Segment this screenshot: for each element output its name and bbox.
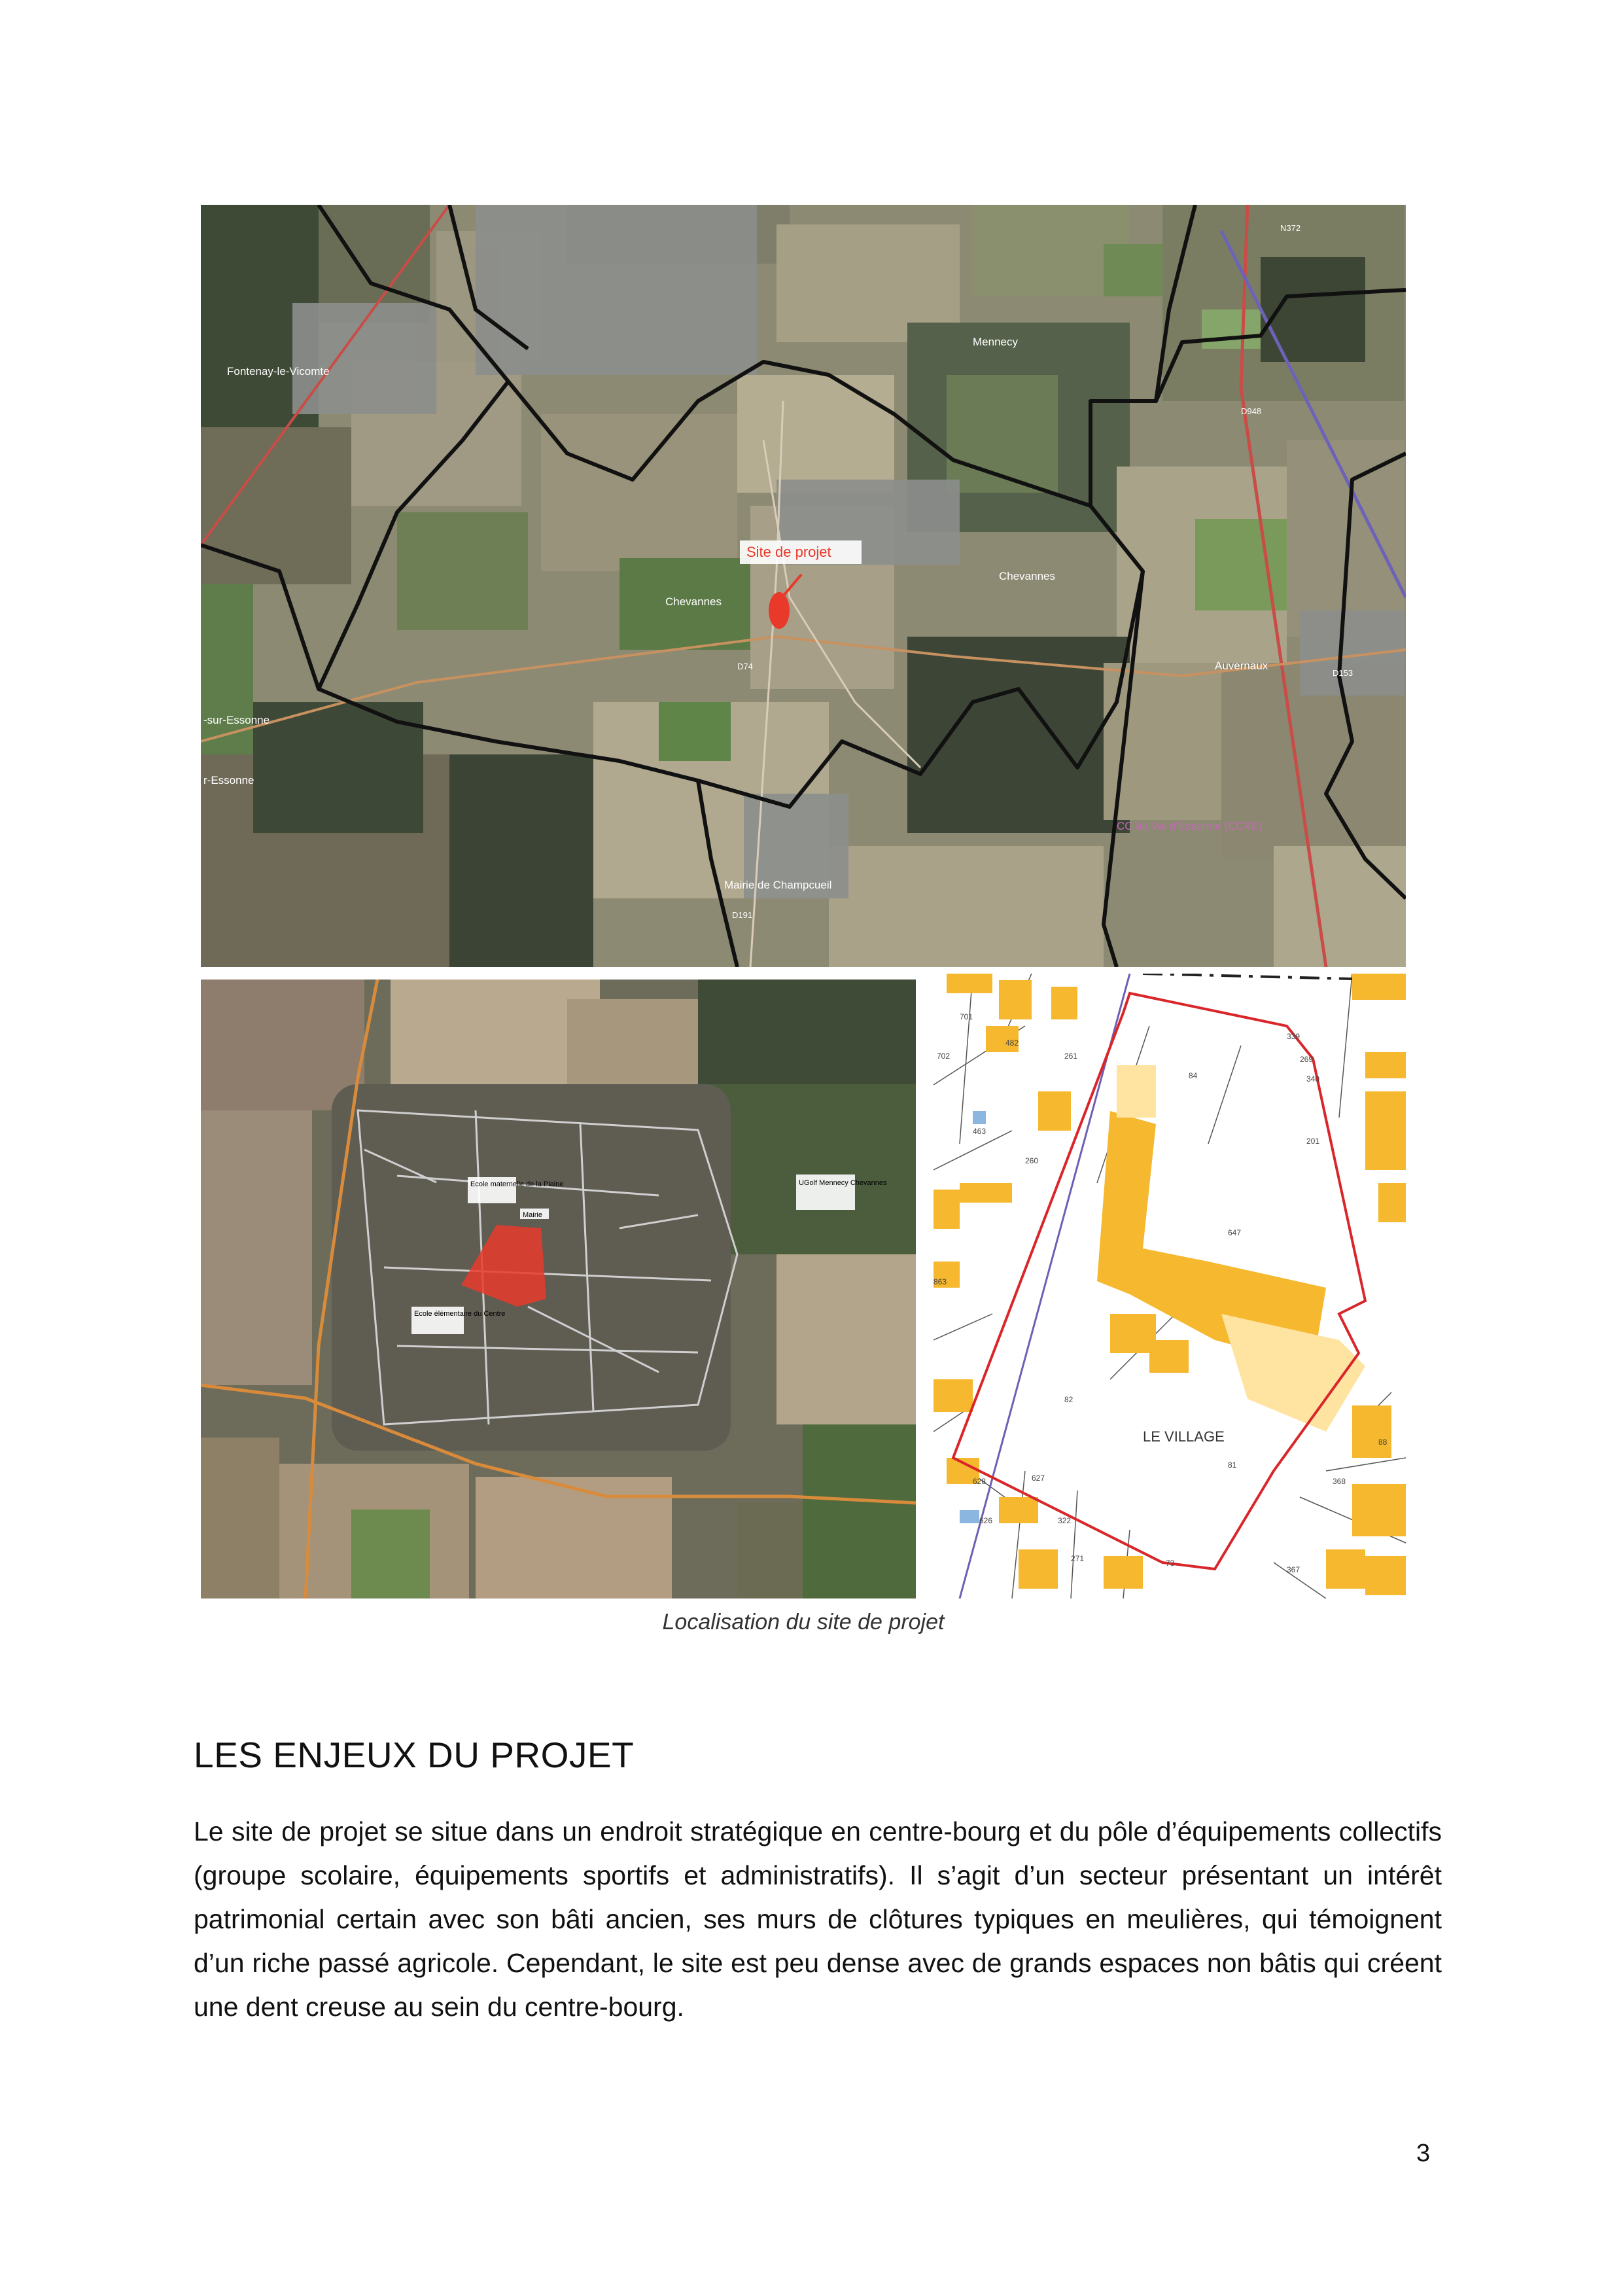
parcel-627: 627 [1032,1474,1045,1483]
label-fontenay: Fontenay-le-Vicomte [227,365,330,378]
label-mairie-aerial: Mairie [523,1211,542,1219]
parcel-482: 482 [1005,1038,1019,1048]
label-d191: D191 [732,910,753,920]
parcel-84: 84 [1189,1071,1198,1080]
label-golf: UGolf Mennecy Chevannes [799,1179,887,1187]
parcel-863: 863 [934,1277,947,1286]
figure-caption: Localisation du site de projet [662,1610,945,1634]
aerial-map [201,980,916,1598]
aerial-map-svg [201,980,916,1598]
label-n372: N372 [1280,223,1301,233]
label-le-village: LE VILLAGE [1143,1428,1225,1445]
label-essonne-w: r-Essonne [203,774,254,786]
cadastre-map-svg [934,974,1406,1598]
parcel-271: 271 [1071,1554,1085,1563]
parcel-463: 463 [973,1127,986,1136]
label-ecole-plaine: Ecole maternelle de la Plaine [470,1180,564,1188]
page-number: 3 [1416,2140,1431,2167]
parcel-81: 81 [1228,1460,1237,1470]
label-site: Site de projet [746,544,831,560]
parcel-367: 367 [1287,1565,1300,1574]
parcel-339: 339 [1287,1032,1300,1041]
overview-map [201,205,1406,967]
parcel-82: 82 [1064,1395,1073,1404]
label-chevannes-west: Chevannes [665,595,722,608]
parcel-201: 201 [1306,1137,1320,1146]
parcel-702: 702 [937,1051,951,1061]
parcel-260: 260 [1025,1156,1039,1165]
parcel-628: 628 [973,1477,986,1486]
label-d74: D74 [737,662,753,671]
section-title: LES ENJEUX DU PROJET [194,1735,635,1775]
label-ccve: CC du Val d'Essonne (CCVE) [1117,820,1263,832]
blue-parcel-a [973,1111,986,1124]
parcel-269: 269 [1300,1055,1314,1064]
label-mennecy: Mennecy [973,336,1018,348]
label-ballancourt: -sur-Essonne [203,714,270,726]
blue-parcel-b [960,1510,979,1523]
label-chevannes-east: Chevannes [999,570,1056,582]
label-d948: D948 [1241,406,1262,416]
parcel-368: 368 [1333,1477,1346,1486]
parcel-340: 340 [1306,1074,1320,1084]
label-mairie: Mairie de Champcueil [724,879,832,891]
label-d153: D153 [1333,668,1353,678]
parcel-88: 88 [1378,1438,1387,1447]
section-body: Le site de projet se situe dans un endroit stratégique en centre-bourg et du pôle d’équipements collectifs (groupe scolaire, équipements sportifs et administratifs). Il s’agit d’un secteur présentant un intérêt patrimonial certain avec son bâti ancien, ses murs de clôtures typiques en meulières, qui témoignent d’un riche passé agricole. Cependant, le site est peu dense avec de grands espaces non bâtis qui créent une dent creuse au sein du centre-bourg. [194,1816,1442,2022]
parcel-701: 701 [960,1012,973,1021]
parcel-73: 73 [1166,1559,1175,1568]
cadastre-map [934,974,1406,1598]
parcel-261: 261 [1064,1051,1078,1061]
label-auvernaux: Auvernaux [1215,660,1268,672]
overview-map-svg [201,205,1406,967]
label-ecole-centre: Ecole élémentaire du Centre [414,1310,506,1318]
parcel-626: 626 [979,1516,993,1525]
parcel-647: 647 [1228,1228,1242,1237]
parcel-322: 322 [1058,1516,1072,1525]
